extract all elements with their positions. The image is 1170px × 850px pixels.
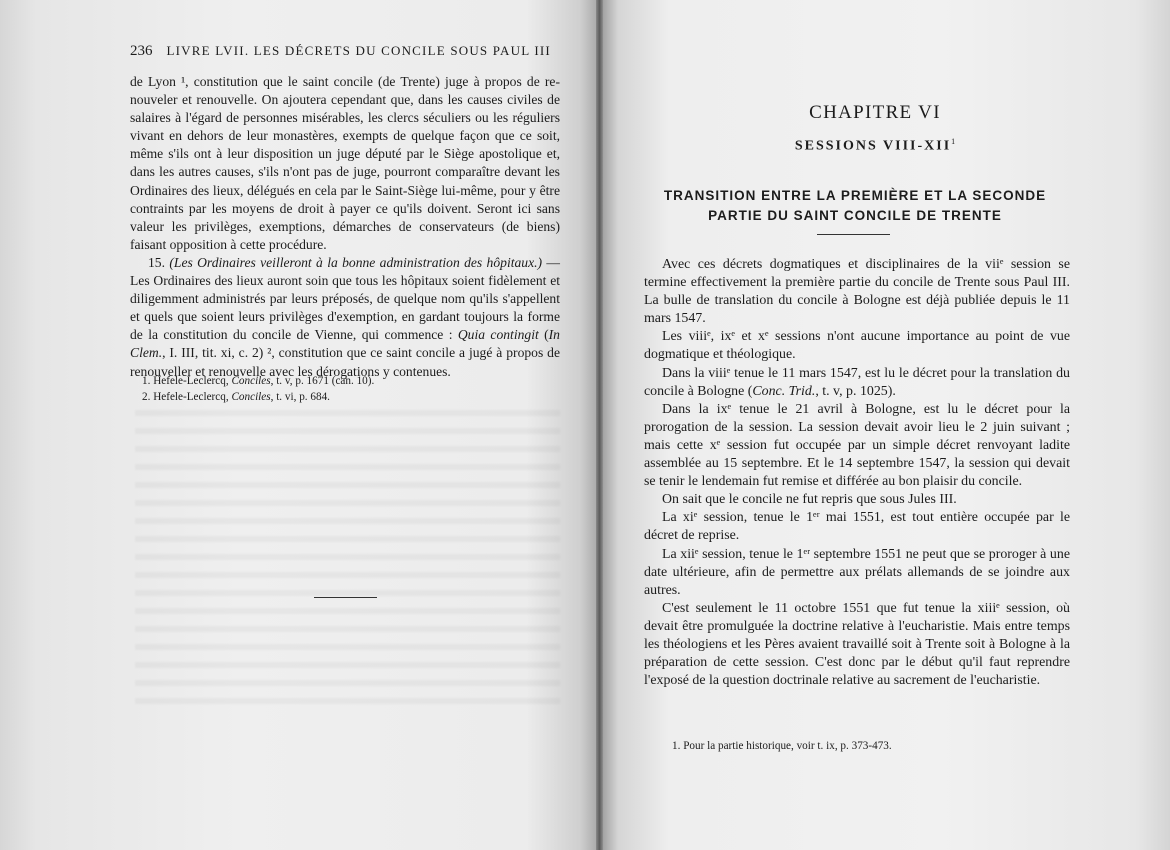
quia-title: Quia contingit [457, 327, 539, 343]
heading-rule [817, 234, 890, 235]
item-dash: — [542, 254, 560, 270]
paragraph: La xiiᵉ session, tenue le 1ᵉʳ septembre 1551 ne peut que se proroger à une date ultérieure, afin de permettre aux prélats allemands de se joindre aux autres. [644, 546, 1070, 598]
footnote-rest: , t. vi, p. 684. [270, 390, 330, 403]
transition-heading [650, 186, 1060, 226]
paragraph: Les viiiᵉ, ixᵉ et xᵉ sessions n'ont aucune importance au point de vue dogmatique et théologique. [644, 329, 1070, 363]
text-line: s'appellent et quels que soient leurs privilèges d'exemption, en gardant [130, 291, 560, 325]
paragraph: Dans la ixᵉ tenue le 21 avril à Bologne, est lu le décret pour la prorogation de la session. La session devait avoir lieu le 2 juin suivant ; mais cette xᵉ session fut occupée par un simple décret renvoyant ladite assemblée au 15 septembre. Et le 14 septembre 1547, la session qui devait se tenir le lendemain fut remise et différée au bon plaisir du concile. [644, 401, 1070, 490]
heading-line: TRANSITION ENTRE LA PREMIÈRE ET LA SECONDE [663, 188, 1047, 203]
sessions-heading [660, 137, 1090, 155]
heading-line: PARTIE DU SAINT CONCILE DE TRENTE [708, 208, 1002, 223]
footnote-marker: 1 [951, 137, 956, 146]
sessions-text: SESSIONS VIII-XII [794, 138, 952, 154]
text-line: Les Ordinaires des lieux auront soin que tous les hôpitaux soient fidèlement [130, 273, 547, 289]
right-body-text [644, 256, 1070, 690]
bleed-through [135, 410, 560, 710]
paragraph: C'est seulement le 11 octobre 1551 que fut tenue la xiiiᵉ session, où devait être promulguée la doctrine relative à l'eucharistie. Mais entre temps les théologiens et les Pères avaient travaillé soit à Trente soit à Bologne à la préparation de cette session. C'est donc par le début qu'il faut reprendre l'exposé de la question doctrinale relative au sacrement de l'eucharistie. [644, 600, 1070, 689]
text-line: même s'ils ont à leur disposition un juge député par le Siège apostolique et, [130, 146, 560, 162]
footnote-rest: , t. v, p. 1671 (can. 10). [270, 375, 375, 387]
footnote-work: Conciles [231, 390, 271, 403]
text-line: ici sans valeur les privilèges, exemptions, démarches de conservateurs (de [130, 200, 560, 234]
item-number: 15. [148, 254, 165, 270]
left-footnotes [142, 374, 542, 405]
item-title: (Les Ordinaires veilleront à la bonne administration des hôpitaux.) [169, 254, 543, 270]
paragraph-item-15 [130, 254, 560, 381]
clem-ref: In Clem. [130, 327, 560, 361]
paragraph: Avec ces décrets dogmatiques et disciplinaires de la viiᵉ session se termine effectivement la première partie du concile de Trente sous Paul III. La bulle de translation du concile à Bologne est déjà publiée depuis le 11 mars 1547. [644, 257, 1070, 327]
text-line: a jugé à propos de renouveller et renouvelle avec les dérogations y contenues. [130, 345, 560, 379]
right-footnote: 1. Pour la partie historique, voir t. ix, p. 373-473. [672, 740, 892, 752]
paragraph: On sait que le concile ne fut repris que sous Jules III. [662, 492, 957, 508]
text-line: salaires à l'égard de personnes misérables, les clercs séculiers ou les réguliers [130, 110, 560, 126]
paragraph-start: Dans la viiiᵉ tenue le 11 mars 1547, est lu le décret pour la translation du concile à Bologne ( [644, 365, 1070, 399]
text-line: de Lyon ¹, constitution que le saint concile (de Trente) juge à propos de re- [130, 74, 560, 89]
chapter-title: CHAPITRE VI [809, 102, 941, 123]
running-head-title: LIVRE LVII. LES DÉCRETS DU CONCILE SOUS PAUL III [166, 43, 551, 58]
footnote-work: Conciles [231, 375, 271, 387]
section-end-rule [314, 597, 377, 598]
text-line: dans les autres causes, s'ils n'ont pas de juge, pourront comparaître devant [130, 164, 541, 180]
footnote [142, 390, 542, 406]
paragraph-continuation [130, 73, 560, 254]
text-line: et diligemment administrés par leurs préposés, de quelque nom qu'ils [130, 273, 560, 307]
paragraph: La xiᵉ session, tenue le 1ᵉʳ mai 1551, est tout entière occupée par le décret de reprise. [644, 510, 1070, 544]
clem-open: ( [538, 327, 549, 343]
footnote-prefix: 2. Hefele-Leclercq, [142, 390, 232, 403]
paragraph [644, 365, 1070, 401]
page-number: 236 [130, 43, 153, 59]
text-line: vivant en dehors de leur monastères, exempts de quelque façon que ce soit, [130, 128, 560, 144]
footnote [142, 374, 542, 390]
reference-rest: , I. III, tit. xi, c. 2) ², constitution que ce saint concile [162, 345, 456, 361]
book-gutter [596, 0, 603, 850]
cited-work: Conc. Trid. [752, 383, 816, 399]
text-line: y être contraints par les moyens de droit à payer ce qu'ils doivent. Seront [130, 182, 560, 216]
text-line: toujours la forme de la constitution du concile de Vienne, qui commence : [130, 309, 560, 343]
text-line: biens) faisant opposition à cette procédure. [130, 218, 560, 252]
running-head [130, 43, 560, 60]
footnote-prefix: 1. Hefele-Leclercq, [142, 375, 232, 387]
text-line: nouveler et renouvelle. On ajoutera cependant que, dans les causes civiles de [130, 92, 560, 108]
left-body-text [130, 73, 560, 381]
text-line: les Ordinaires des lieux, délégués en cela par le Saint-Siège lui-même, pour [130, 164, 560, 198]
paragraph-end: , t. v, p. 1025). [815, 383, 896, 399]
